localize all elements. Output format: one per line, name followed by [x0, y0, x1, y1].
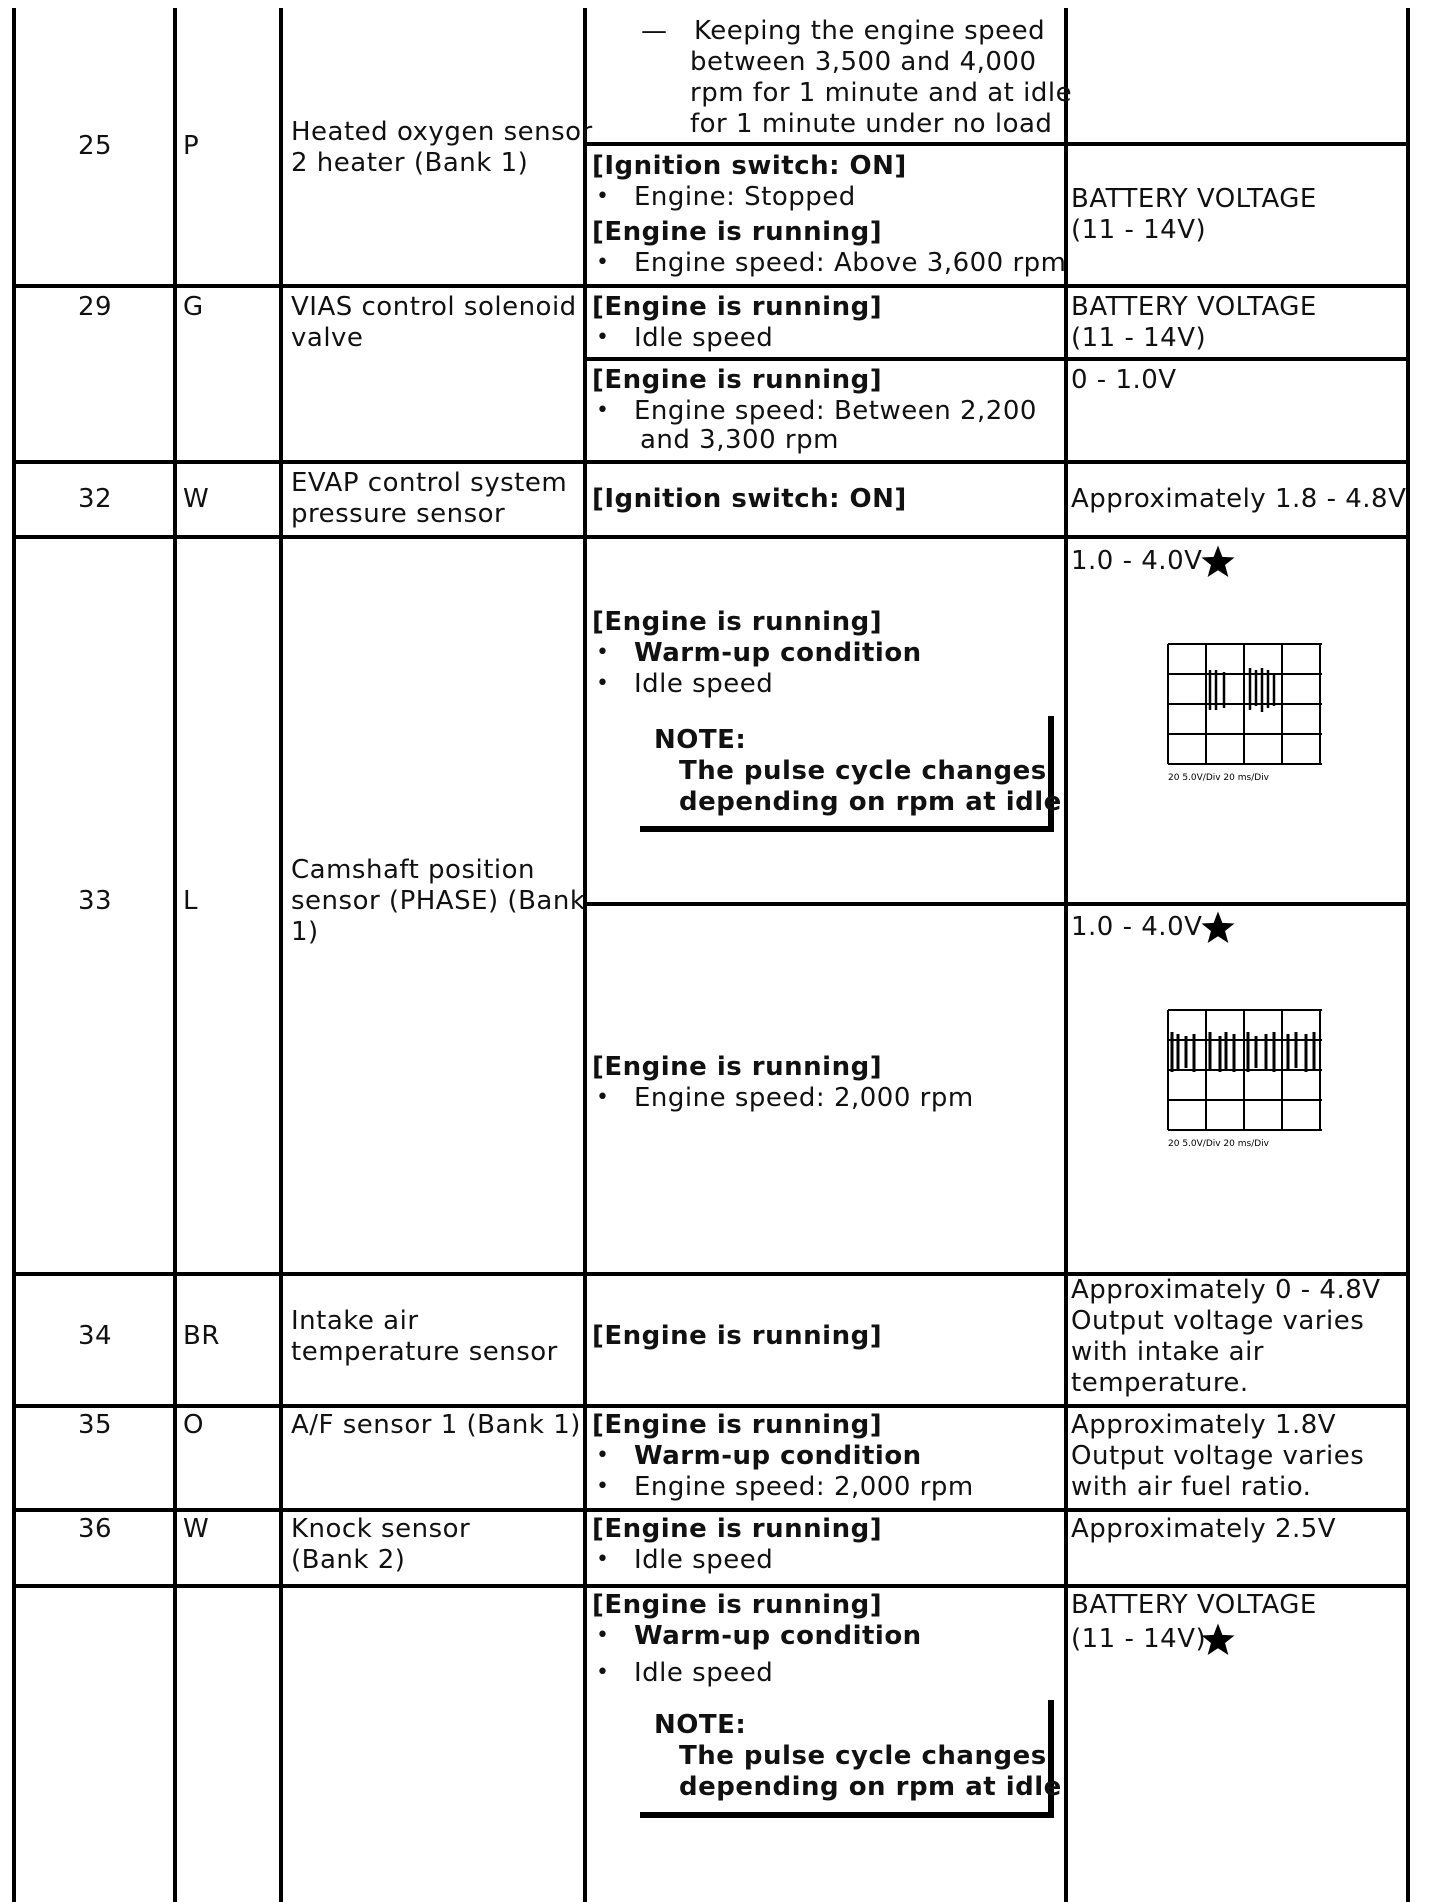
condition-bullet: Warm-up condition — [634, 1441, 922, 1471]
value-text: (11 - 14V) — [1071, 323, 1207, 353]
item-name: pressure sensor — [291, 499, 506, 529]
value-text: Approximately 1.8V — [1071, 1410, 1337, 1440]
item-name: 1) — [291, 917, 319, 947]
condition-bullet: and 3,300 rpm — [640, 425, 839, 455]
star-icon — [1200, 910, 1236, 946]
value-text: Output voltage varies — [1071, 1441, 1365, 1471]
star-icon — [1200, 1622, 1236, 1658]
condition-header: [Engine is running] — [592, 1514, 883, 1544]
value-text: with air fuel ratio. — [1071, 1472, 1312, 1502]
condition-bullet: Engine speed: 2,000 rpm — [634, 1472, 974, 1502]
value-text: Output voltage varies — [1071, 1306, 1365, 1336]
column-divider — [12, 8, 16, 1902]
value-text: Approximately 1.8 - 4.8V — [1071, 484, 1407, 514]
bullet: • — [596, 671, 609, 696]
item-name: 2 heater (Bank 1) — [291, 148, 529, 178]
sub-row-divider — [583, 357, 1410, 361]
row-divider — [12, 1584, 1410, 1588]
item-name: Heated oxygen sensor — [291, 117, 593, 147]
value-text: BATTERY VOLTAGE — [1071, 1590, 1317, 1620]
item-name: temperature sensor — [291, 1337, 558, 1367]
condition-header: [Engine is running] — [592, 217, 883, 247]
item-name: VIAS control solenoid — [291, 292, 577, 322]
item-name: EVAP control system — [291, 468, 568, 498]
bullet: • — [596, 1623, 609, 1648]
condition-bullet: Idle speed — [634, 669, 774, 699]
bullet: • — [596, 184, 609, 209]
condition-header: [Engine is running] — [592, 607, 883, 637]
oscilloscope-waveform-icon — [1164, 1006, 1326, 1152]
value-text: with intake air — [1071, 1337, 1264, 1367]
oscilloscope-waveform-icon — [1164, 640, 1326, 786]
note-title: NOTE: — [654, 725, 747, 755]
condition-bullet: Engine: Stopped — [634, 182, 856, 212]
bullet: • — [596, 1547, 609, 1572]
bullet: • — [596, 640, 609, 665]
item-name: valve — [291, 323, 364, 353]
bullet: • — [596, 1085, 609, 1110]
column-divider — [1064, 8, 1068, 1902]
value-text: (11 - 14V) — [1071, 215, 1207, 245]
sub-row-divider — [583, 142, 1410, 146]
condition-header: [Engine is running] — [592, 365, 883, 395]
bullet: • — [596, 1443, 609, 1468]
row-divider — [12, 1404, 1410, 1408]
value-text: Approximately 0 - 4.8V — [1071, 1275, 1381, 1305]
note-line: depending on rpm at idle — [679, 1772, 1062, 1802]
value-text: Approximately 2.5V — [1071, 1514, 1337, 1544]
svg-text:20 5.0V/Div 20 ms/Div: 20 5.0V/Div 20 ms/Div — [1168, 773, 1269, 783]
row-divider — [12, 284, 1410, 288]
wire-color: G — [183, 292, 204, 322]
bullet: • — [596, 1474, 609, 1499]
column-divider — [279, 8, 283, 1902]
terminal-number: 29 — [78, 292, 113, 322]
terminal-number: 33 — [78, 886, 113, 916]
value-text: 1.0 - 4.0V — [1071, 912, 1203, 942]
bullet: • — [596, 398, 609, 423]
condition-header: [Ignition switch: ON] — [592, 151, 907, 181]
column-divider — [1406, 8, 1410, 1902]
note-line: The pulse cycle changes — [679, 756, 1047, 786]
condition-bullet: Idle speed — [634, 1545, 774, 1575]
condition-line: rpm for 1 minute and at idle — [690, 78, 1073, 108]
condition-bullet: Idle speed — [634, 1658, 774, 1688]
item-name: Intake air — [291, 1306, 419, 1336]
note-line: The pulse cycle changes — [679, 1741, 1047, 1771]
condition-bullet: Engine speed: Above 3,600 rpm — [634, 248, 1067, 278]
condition-line: Keeping the engine speed — [694, 16, 1046, 46]
terminal-number: 35 — [78, 1410, 113, 1440]
item-name: sensor (PHASE) (Bank — [291, 886, 586, 916]
value-text: BATTERY VOLTAGE — [1071, 292, 1317, 322]
row-divider — [12, 1508, 1410, 1512]
row-divider — [12, 535, 1410, 539]
condition-bullet: Idle speed — [634, 323, 774, 353]
wire-color: P — [183, 131, 200, 161]
item-name: (Bank 2) — [291, 1545, 406, 1575]
condition-bullet: Warm-up condition — [634, 638, 922, 668]
condition-header: [Engine is running] — [592, 1321, 883, 1351]
column-divider — [583, 8, 587, 1902]
terminal-number: 34 — [78, 1321, 113, 1351]
sub-row-divider — [583, 902, 1410, 906]
bullet: • — [596, 250, 609, 275]
bullet: • — [596, 1660, 609, 1685]
value-text: 0 - 1.0V — [1071, 365, 1177, 395]
value-text: temperature. — [1071, 1368, 1249, 1398]
condition-bullet: Warm-up condition — [634, 1621, 922, 1651]
item-name: Camshaft position — [291, 855, 536, 885]
note-title: NOTE: — [654, 1710, 747, 1740]
condition-header: [Ignition switch: ON] — [592, 484, 907, 514]
condition-line: for 1 minute under no load — [690, 109, 1053, 139]
dash-marker: — — [641, 16, 668, 46]
wire-color: L — [183, 886, 198, 916]
condition-header: [Engine is running] — [592, 1052, 883, 1082]
svg-text:20 5.0V/Div 20 ms/Div: 20 5.0V/Div 20 ms/Div — [1168, 1139, 1269, 1149]
bullet: • — [596, 325, 609, 350]
terminal-number: 36 — [78, 1514, 113, 1544]
item-name: A/F sensor 1 (Bank 1) — [291, 1410, 581, 1440]
wire-color: W — [183, 1514, 210, 1544]
wire-color: BR — [183, 1321, 220, 1351]
terminal-number: 25 — [78, 131, 113, 161]
condition-bullet: Engine speed: 2,000 rpm — [634, 1083, 974, 1113]
condition-header: [Engine is running] — [592, 1590, 883, 1620]
note-line: depending on rpm at idle — [679, 787, 1062, 817]
condition-header: [Engine is running] — [592, 1410, 883, 1440]
value-text: BATTERY VOLTAGE — [1071, 184, 1317, 214]
wire-color: W — [183, 484, 210, 514]
condition-bullet: Engine speed: Between 2,200 — [634, 396, 1037, 426]
column-divider — [173, 8, 177, 1902]
condition-line: between 3,500 and 4,000 — [690, 47, 1037, 77]
item-name: Knock sensor — [291, 1514, 471, 1544]
terminal-number: 32 — [78, 484, 113, 514]
condition-header: [Engine is running] — [592, 292, 883, 322]
star-icon — [1200, 544, 1236, 580]
wire-color: O — [183, 1410, 204, 1440]
row-divider — [12, 460, 1410, 464]
value-text: 1.0 - 4.0V — [1071, 546, 1203, 576]
value-text: (11 - 14V) — [1071, 1624, 1207, 1654]
